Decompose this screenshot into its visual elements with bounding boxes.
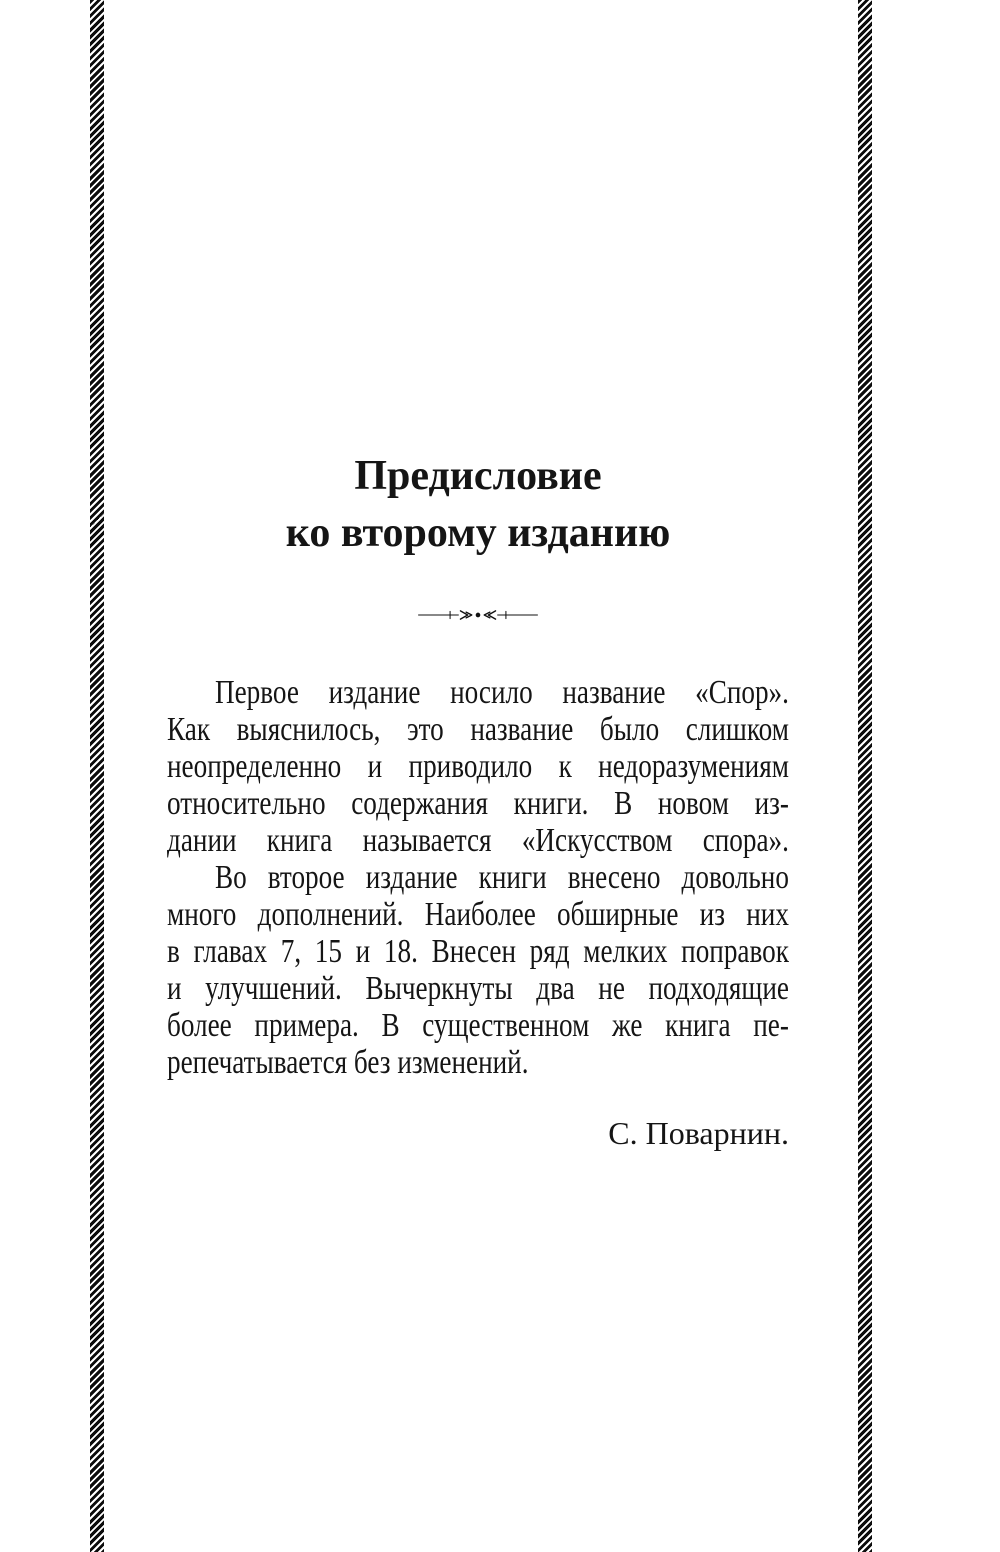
text-line: Как выяснилось, это название было слишком [167,711,789,748]
hatched-border-right [858,0,872,1552]
page-title-line2: ко второму изданию [285,510,671,556]
text-line: и улучшений. Вычеркнуты два не подходящие [167,970,789,1007]
text-line: Во второе издание книги внесено довольно [214,859,789,896]
body-text [167,674,789,1081]
hatched-border-left [90,0,104,1552]
text-line: много дополнений. Наиболее обширные из них [167,896,789,933]
page-title [167,448,789,562]
page-content [167,0,789,1152]
page-title-line1: Предисловие [354,453,602,499]
text-line: репечатывается без изменений. [167,1044,529,1081]
text-line: относительно содержания книги. В новом из- [167,785,789,822]
ornamental-divider-icon [417,606,539,624]
text-line: в главах 7, 15 и 18. Внесен ряд мелких поправок [167,933,789,970]
text-line: Первое издание носило название «Спор». [214,674,789,711]
author-signature: С. Поварнин. [608,1115,789,1151]
text-line: неопределенно и приводило к недоразумениям [167,748,789,785]
text-line: дании книга называется «Искусством спора». [167,822,789,859]
text-line: более примера. В существенном же книга пе- [167,1007,789,1044]
